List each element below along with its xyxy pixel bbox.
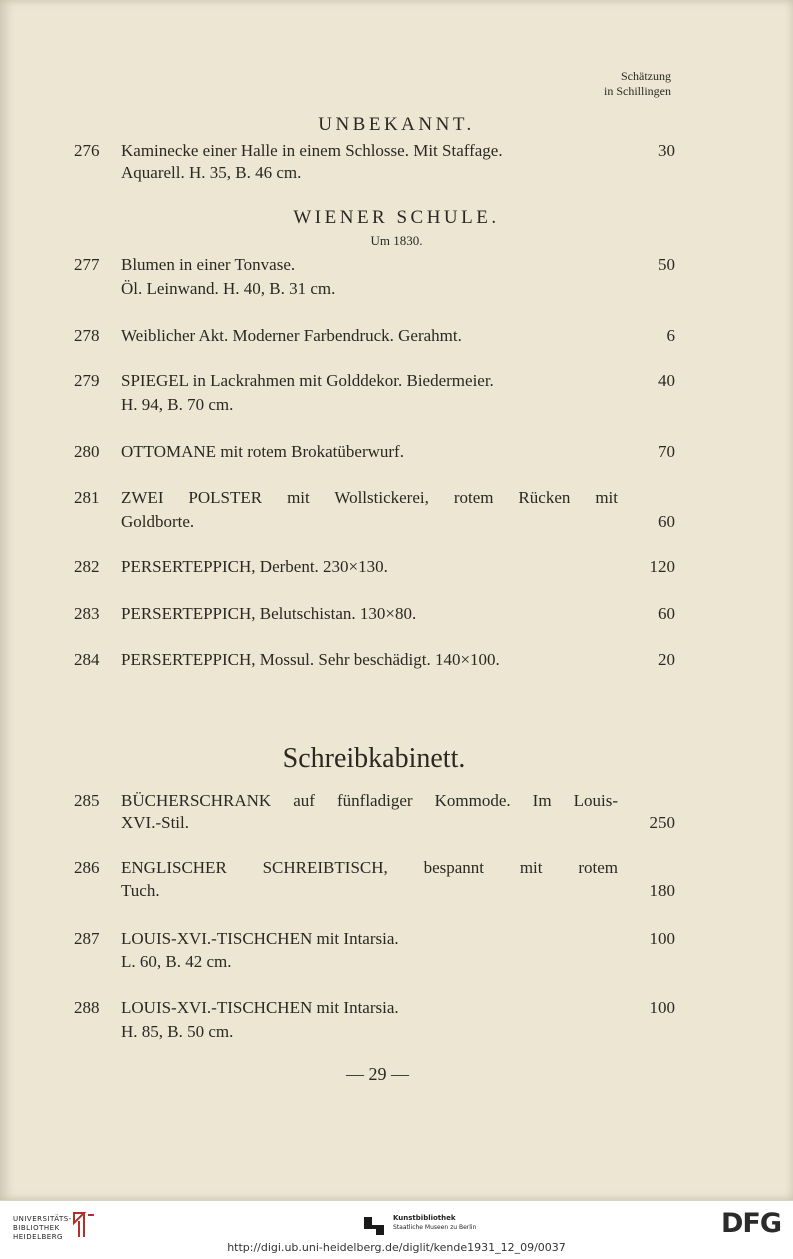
entry-price: 100 bbox=[649, 998, 675, 1017]
entry-number: 285 bbox=[74, 791, 100, 810]
entry-price: 30 bbox=[658, 141, 675, 160]
entry-text-line: SPIEGEL in Lackrahmen mit Golddekor. Biedermeier. bbox=[121, 371, 494, 390]
kunstbibliothek-logo-icon bbox=[362, 1215, 386, 1237]
dfg-logo: DFG bbox=[720, 1208, 781, 1239]
entry-number: 279 bbox=[74, 371, 100, 390]
entry-price: 20 bbox=[658, 650, 675, 669]
entry-text-line: H. 85, B. 50 cm. bbox=[121, 1022, 234, 1041]
university-line: HEIDELBERG bbox=[13, 1233, 63, 1241]
entry-text-line: ZWEI POLSTER mit Wollstickerei, rotem Rücken mit bbox=[121, 488, 618, 507]
entry-text-line: Tuch. bbox=[121, 881, 160, 900]
section-title-wiener-schule: WIENER SCHULE. bbox=[293, 207, 500, 228]
entry-number: 276 bbox=[74, 141, 100, 160]
entry-text-line: H. 94, B. 70 cm. bbox=[121, 395, 234, 414]
entry-number: 287 bbox=[74, 929, 100, 948]
kunstbibliothek-label bbox=[393, 1213, 476, 1232]
kunstbibliothek-name: Kunstbibliothek bbox=[393, 1214, 456, 1222]
entry-price: 180 bbox=[649, 881, 675, 900]
digitization-footer bbox=[0, 1200, 793, 1241]
section-title-unbekannt: UNBEKANNT. bbox=[318, 114, 475, 135]
entry-number: 281 bbox=[74, 488, 100, 507]
entry-number: 286 bbox=[74, 858, 100, 877]
entry-number: 278 bbox=[74, 326, 100, 345]
entry-price: 250 bbox=[649, 813, 675, 832]
header-line-2: in Schillingen bbox=[604, 84, 671, 98]
entry-text-line: PERSERTEPPICH, Derbent. 230×130. bbox=[121, 557, 388, 576]
university-library-label bbox=[13, 1215, 72, 1242]
entry-text-line: Goldborte. bbox=[121, 512, 195, 531]
entry-price: 60 bbox=[658, 512, 675, 531]
entry-text-line: Blumen in einer Tonvase. bbox=[121, 255, 296, 274]
page-number: — 29 — bbox=[346, 1064, 409, 1084]
entry-text-line: Weiblicher Akt. Moderner Farbendruck. Gerahmt. bbox=[121, 326, 462, 345]
entry-text-line: Öl. Leinwand. H. 40, B. 31 cm. bbox=[121, 279, 336, 298]
entry-text-line: Aquarell. H. 35, B. 46 cm. bbox=[121, 163, 302, 182]
entry-text-line: L. 60, B. 42 cm. bbox=[121, 952, 232, 971]
entry-number: 280 bbox=[74, 442, 100, 461]
entry-number: 277 bbox=[74, 255, 100, 274]
source-url[interactable]: http://digi.ub.uni-heidelberg.de/diglit/kende1931_12_09/0037 bbox=[227, 1241, 566, 1254]
entry-text-line: LOUIS-XVI.-TISCHCHEN mit Intarsia. bbox=[121, 998, 399, 1017]
university-line: UNIVERSITÄTS- bbox=[13, 1215, 72, 1223]
section-title-schreibkabinett: Schreibkabinett. bbox=[282, 743, 466, 774]
entry-text-line: XVI.-Stil. bbox=[121, 813, 189, 832]
entry-price: 60 bbox=[658, 604, 675, 623]
entry-text-line: LOUIS-XVI.-TISCHCHEN mit Intarsia. bbox=[121, 929, 399, 948]
entry-number: 288 bbox=[74, 998, 100, 1017]
header-line-1: Schätzung bbox=[621, 69, 671, 83]
entry-text-line: ENGLISCHER SCHREIBTISCH, bespannt mit rotem bbox=[121, 858, 618, 877]
university-logo-icon bbox=[70, 1209, 96, 1239]
price-column-header bbox=[604, 69, 671, 99]
university-line: BIBLIOTHEK bbox=[13, 1224, 60, 1232]
entry-number: 282 bbox=[74, 557, 100, 576]
museen-name: Staatliche Museen zu Berlin bbox=[393, 1224, 477, 1231]
entry-price: 50 bbox=[658, 255, 675, 274]
entry-text-line: PERSERTEPPICH, Mossul. Sehr beschädigt. 140×100. bbox=[121, 650, 500, 669]
entry-number: 283 bbox=[74, 604, 100, 623]
entry-price: 40 bbox=[658, 371, 675, 390]
entry-number: 284 bbox=[74, 650, 100, 669]
entry-text-line: PERSERTEPPICH, Belutschistan. 130×80. bbox=[121, 604, 417, 623]
entry-text-line: OTTOMANE mit rotem Brokatüberwurf. bbox=[121, 442, 404, 461]
entry-price: 70 bbox=[658, 442, 675, 461]
entry-price: 120 bbox=[649, 557, 675, 576]
entry-price: 6 bbox=[666, 326, 675, 345]
section-subtitle: Um 1830. bbox=[370, 233, 423, 248]
entry-text-line: BÜCHERSCHRANK auf fünfladiger Kommode. Im Louis- bbox=[121, 791, 618, 810]
entry-text-line: Kaminecke einer Halle in einem Schlosse. Mit Staffage. bbox=[121, 141, 503, 160]
entry-price: 100 bbox=[649, 929, 675, 948]
